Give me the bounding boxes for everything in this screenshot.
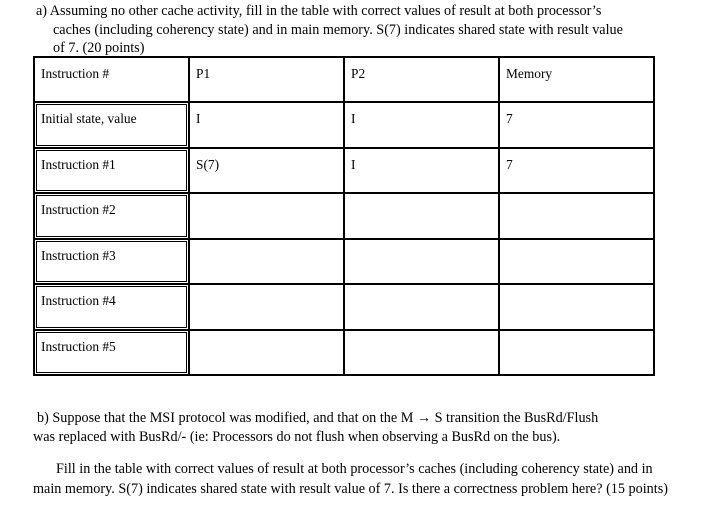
row-label: Instruction #3 (35, 240, 190, 285)
row-label: Initial state, value (35, 103, 190, 148)
cell-memory[interactable] (500, 240, 655, 285)
cell-p1[interactable] (190, 240, 345, 285)
cell-memory[interactable]: 7 (500, 103, 655, 148)
table-row (35, 149, 655, 194)
table-row (35, 285, 655, 330)
question-a-line-2: caches (including coherency state) and in main memory. S(7) indicates shared state with result value (53, 21, 623, 38)
cell-p1[interactable] (190, 285, 345, 330)
table-header-row (35, 58, 655, 103)
row-label: Instruction #2 (35, 194, 190, 239)
question-a-line-1: a) Assuming no other cache activity, fill in the table with correct values of result at both processor’s (36, 3, 602, 19)
table-row (35, 194, 655, 239)
row-label: Instruction #4 (35, 285, 190, 330)
row-label: Instruction #1 (35, 149, 190, 194)
question-a-line-3: of 7. (20 points) (53, 40, 145, 57)
cache-state-table (33, 56, 655, 376)
cell-memory[interactable] (500, 194, 655, 239)
question-b-line-2: was replaced with BusRd/- (ie: Processors do not flush when observing a BusRd on the bus). (33, 428, 561, 445)
cell-memory[interactable] (500, 285, 655, 330)
cell-memory[interactable]: 7 (500, 149, 655, 194)
cell-p2[interactable] (345, 194, 500, 239)
question-a (36, 2, 676, 58)
cell-p1[interactable]: S(7) (190, 149, 345, 194)
cell-p2[interactable] (345, 331, 500, 376)
question-b (33, 409, 673, 446)
cell-p2[interactable]: I (345, 103, 500, 148)
table-row (35, 240, 655, 285)
cell-p1[interactable] (190, 194, 345, 239)
header-p1: P1 (190, 58, 345, 103)
cell-memory[interactable] (500, 331, 655, 376)
question-b-line-1: b) Suppose that the MSI protocol was modified, and that on the M → S transition the BusRd/Flush (37, 410, 599, 426)
cell-p2[interactable] (345, 240, 500, 285)
header-p2: P2 (345, 58, 500, 103)
header-memory: Memory (500, 58, 655, 103)
cell-p1[interactable]: I (190, 103, 345, 148)
table-row (35, 331, 655, 376)
cell-p1[interactable] (190, 331, 345, 376)
table-row (35, 103, 655, 148)
cell-p2[interactable]: I (345, 149, 500, 194)
cell-p2[interactable] (345, 285, 500, 330)
row-label: Instruction #5 (35, 331, 190, 376)
question-b-instructions: Fill in the table with correct values of result at both processor’s caches (including coherency state) and in main memory. S(7) indicates shared state with result value of 7. Is there a correctness problem here? (15 points) (33, 461, 668, 497)
header-instruction: Instruction # (35, 58, 190, 103)
